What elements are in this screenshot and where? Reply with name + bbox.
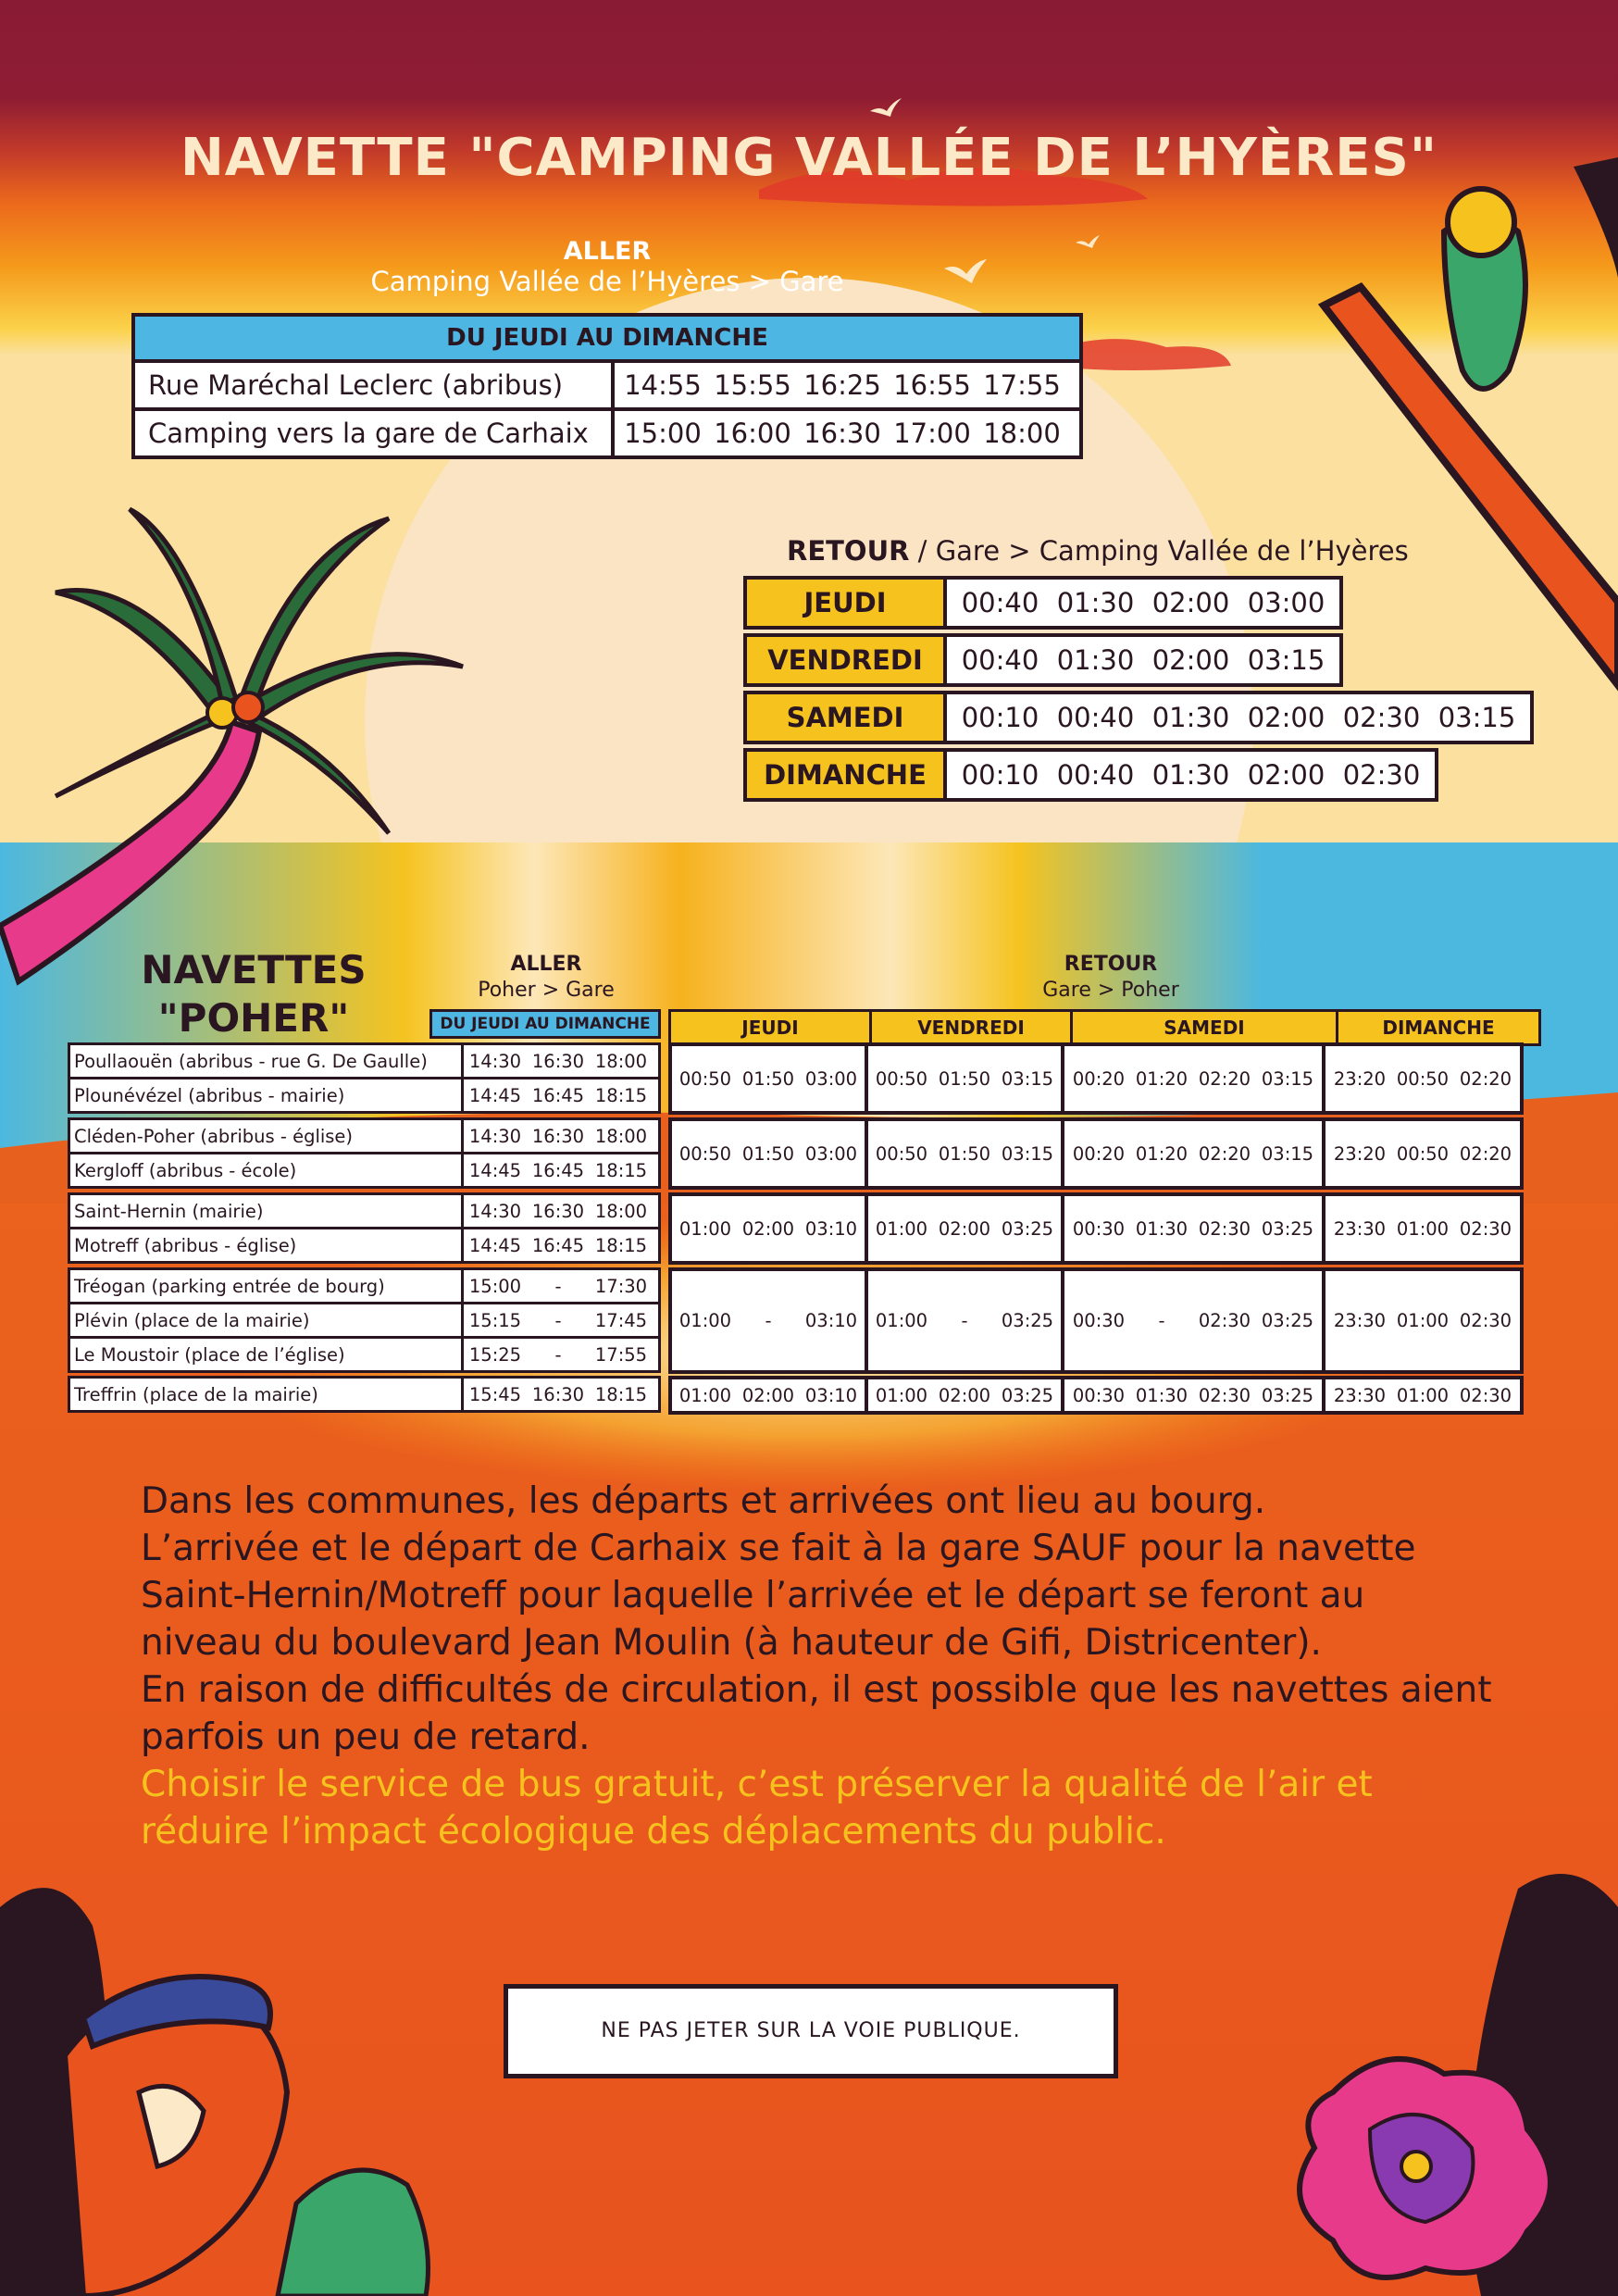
retour-cell: 00:20 01:20 02:20 03:15 [1063, 1044, 1324, 1113]
time-cell: 16:45 [531, 1159, 585, 1181]
time-cell: 16:30 [531, 1050, 585, 1072]
table-row [133, 361, 1081, 409]
time-cell: 14:30 [468, 1125, 522, 1147]
time-cell: 16:25 [803, 369, 881, 401]
table-row [69, 1304, 660, 1338]
table-row [670, 1044, 1522, 1113]
time-cell: 01:30 [1151, 759, 1230, 791]
time-cell: 16:30 [531, 1125, 585, 1147]
time-cell: 14:30 [468, 1050, 522, 1072]
table-row [69, 1119, 660, 1154]
table-row [670, 1194, 1522, 1263]
time-cell: 15:00 [624, 418, 702, 449]
time-cell: 16:30 [803, 418, 881, 449]
aller-times [613, 409, 1081, 457]
aller-route: Camping Vallée de l’Hyères > Gare [370, 266, 844, 297]
poher-retour-header [1000, 952, 1222, 1004]
time-cell: 16:55 [893, 369, 971, 401]
poher-aller-period: DU JEUDI AU DIMANCHE [429, 1009, 661, 1039]
table-row [69, 1229, 660, 1263]
table-row [670, 1119, 1522, 1188]
time-cell: 16:30 [531, 1200, 585, 1222]
stop-name: Poullaouën (abribus - rue G. De Gaulle) [69, 1044, 463, 1079]
time-cell: 17:55 [983, 369, 1061, 401]
time-cell: 01:30 [1151, 702, 1230, 733]
time-cell: 00:10 [961, 702, 1039, 733]
day-header: JEUDI [670, 1011, 871, 1045]
time-cell: - [554, 1309, 562, 1331]
stop-name: Motreff (abribus - église) [69, 1229, 463, 1263]
retour-cell: 00:50 01:50 03:15 [866, 1119, 1063, 1188]
poher-day-headers [668, 1009, 1541, 1046]
time-cell: - [554, 1275, 562, 1297]
retour-day: VENDREDI [745, 635, 945, 685]
time-cell: 14:55 [624, 369, 702, 401]
time-cell: 01:30 [1056, 587, 1135, 618]
poher-title-line1: NAVETTES [141, 947, 367, 992]
poher-retour-heading: RETOUR [1064, 953, 1158, 976]
aller-stop: Rue Maréchal Leclerc (abribus) [133, 361, 613, 409]
poher-aller-header [435, 952, 657, 1004]
retour-cell: 00:30 01:30 02:30 03:25 [1063, 1194, 1324, 1263]
time-cell: 00:40 [961, 644, 1039, 676]
table-row [69, 1079, 660, 1113]
retour-cell: 23:30 01:00 02:30 [1324, 1378, 1522, 1413]
poher-retour-group [668, 1042, 1524, 1115]
time-cell: 17:30 [594, 1275, 648, 1297]
time-cell: 15:25 [468, 1343, 522, 1366]
time-cell: 00:40 [1056, 759, 1135, 791]
retour-cell: 01:00 02:00 03:25 [866, 1194, 1063, 1263]
stop-name: Plévin (place de la mairie) [69, 1304, 463, 1338]
aller-stop: Camping vers la gare de Carhaix [133, 409, 613, 457]
poher-aller-heading: ALLER [510, 953, 582, 976]
time-cell: 18:00 [594, 1050, 648, 1072]
time-cell: 16:30 [531, 1383, 585, 1405]
time-cell: 15:15 [468, 1309, 522, 1331]
retour-times [945, 635, 1341, 685]
note-paragraph: Dans les communes, les départs et arrivées ont lieu au bourg. [141, 1480, 1266, 1522]
retour-day: JEUDI [745, 578, 945, 628]
poher-retour-group [668, 1267, 1524, 1374]
retour-route: Gare > Camping Vallée de l’Hyères [935, 535, 1409, 567]
aller-timetable [131, 313, 1083, 459]
table-row [69, 1154, 660, 1188]
stop-name: Tréogan (parking entrée de bourg) [69, 1269, 463, 1304]
poher-aller-group [68, 1376, 661, 1413]
time-cell: 14:45 [468, 1084, 522, 1106]
time-cell: 03:15 [1438, 702, 1516, 733]
time-cell: 02:00 [1151, 587, 1230, 618]
time-cell: 14:30 [468, 1200, 522, 1222]
retour-times [945, 693, 1532, 742]
eco-note: Choisir le service de bus gratuit, c’est préserver la qualité de l’air et réduire l’impact écologique des déplacements du public. [141, 1764, 1373, 1853]
time-cell: - [554, 1343, 562, 1366]
retour-separator: / [909, 535, 936, 567]
retour-cell: 00:50 01:50 03:00 [670, 1044, 866, 1113]
time-cell: 17:00 [893, 418, 971, 449]
poher-title-line2: "POHER" [157, 995, 350, 1041]
table-row [69, 1269, 660, 1304]
table-row [670, 1378, 1522, 1413]
retour-cell: 00:20 01:20 02:20 03:15 [1063, 1119, 1324, 1188]
stop-name: Le Moustoir (place de l’église) [69, 1338, 463, 1372]
table-row [69, 1338, 660, 1372]
retour-heading: RETOUR [787, 535, 910, 567]
time-cell: 15:00 [468, 1275, 522, 1297]
warning-box: NE PAS JETER SUR LA VOIE PUBLIQUE. [504, 1984, 1118, 2078]
time-cell: 00:40 [1056, 702, 1135, 733]
retour-cell: 01:00 02:00 03:10 [670, 1194, 866, 1263]
table-row [670, 1269, 1522, 1372]
time-cell: 16:45 [531, 1234, 585, 1256]
retour-cell: 23:30 01:00 02:30 [1324, 1194, 1522, 1263]
retour-times [945, 578, 1341, 628]
retour-header [787, 535, 1490, 567]
retour-times [945, 750, 1437, 800]
retour-day: DIMANCHE [745, 750, 945, 800]
retour-cell: 00:50 01:50 03:15 [866, 1044, 1063, 1113]
poher-title [115, 946, 392, 1042]
stop-name: Treffrin (place de la mairie) [69, 1378, 463, 1412]
poher-aller-group [68, 1267, 661, 1373]
table-row [745, 693, 1532, 742]
poher-retour-group [668, 1117, 1524, 1190]
poher-aller-group [68, 1192, 661, 1264]
day-header: VENDREDI [871, 1011, 1072, 1045]
poher-retour-group [668, 1192, 1524, 1265]
time-cell: 18:15 [594, 1383, 648, 1405]
time-cell: 16:45 [531, 1084, 585, 1106]
time-cell: 18:00 [983, 418, 1061, 449]
stop-name: Cléden-Poher (abribus - église) [69, 1119, 463, 1154]
retour-cell: 01:00 02:00 03:10 [670, 1378, 866, 1413]
retour-timetable [743, 576, 1534, 802]
time-cell: 02:00 [1151, 644, 1230, 676]
table-row [69, 1044, 660, 1079]
time-cell: 14:45 [468, 1159, 522, 1181]
time-cell: 18:15 [594, 1159, 648, 1181]
retour-cell: 01:00 - 03:25 [866, 1269, 1063, 1372]
note-paragraph: En raison de difficultés de circulation, il est possible que les navettes aient parfois un peu de retard. [141, 1669, 1492, 1758]
poher-retour-group [668, 1376, 1524, 1415]
note-paragraph: L’arrivée et le départ de Carhaix se fait à la gare SAUF pour la navette Saint-Hernin/Motreff pour laquelle l’arrivée et le départ se feront au niveau du boulevard Jean Moulin (à hauteur de Gifi, Districenter). [141, 1528, 1416, 1664]
stop-name: Saint-Hernin (mairie) [69, 1194, 463, 1229]
time-cell: 15:55 [714, 369, 791, 401]
time-cell: 17:45 [594, 1309, 648, 1331]
day-header: SAMEDI [1072, 1011, 1338, 1045]
retour-day: SAMEDI [745, 693, 945, 742]
time-cell: 15:45 [468, 1383, 522, 1405]
time-cell: 02:30 [1342, 759, 1421, 791]
time-cell: 03:15 [1247, 644, 1326, 676]
poher-aller-route: Poher > Gare [478, 979, 615, 1002]
retour-cell: 00:30 - 02:30 03:25 [1063, 1269, 1324, 1372]
retour-cell: 00:50 01:50 03:00 [670, 1119, 866, 1188]
stop-name: Kergloff (abribus - école) [69, 1154, 463, 1188]
stop-name: Plounévézel (abribus - mairie) [69, 1079, 463, 1113]
time-cell: 01:30 [1056, 644, 1135, 676]
time-cell: 17:55 [594, 1343, 648, 1366]
poher-aller-group [68, 1117, 661, 1189]
table-row [133, 409, 1081, 457]
time-cell: 00:40 [961, 587, 1039, 618]
aller-period: DU JEUDI AU DIMANCHE [133, 315, 1081, 361]
retour-cell: 23:20 00:50 02:20 [1324, 1044, 1522, 1113]
time-cell: 00:10 [961, 759, 1039, 791]
time-cell: 02:00 [1247, 759, 1326, 791]
time-cell: 03:00 [1247, 587, 1326, 618]
table-row [745, 635, 1341, 685]
time-cell: 02:30 [1342, 702, 1421, 733]
time-cell: 18:00 [594, 1125, 648, 1147]
table-row [745, 750, 1437, 800]
time-cell: 18:15 [594, 1234, 648, 1256]
table-row [69, 1378, 660, 1412]
aller-times [613, 361, 1081, 409]
poher-retour-route: Gare > Poher [1042, 979, 1179, 1002]
time-cell: 02:00 [1247, 702, 1326, 733]
retour-cell: 23:20 00:50 02:20 [1324, 1119, 1522, 1188]
day-header: DIMANCHE [1338, 1011, 1540, 1045]
aller-heading: ALLER [563, 237, 652, 266]
retour-cell: 01:00 - 03:10 [670, 1269, 866, 1372]
time-cell: 16:00 [714, 418, 791, 449]
aller-header [278, 237, 937, 297]
retour-cell: 01:00 02:00 03:25 [866, 1378, 1063, 1413]
table-row [69, 1194, 660, 1229]
time-cell: 18:15 [594, 1084, 648, 1106]
page-title: NAVETTE "CAMPING VALLÉE DE L’HYÈRES" [180, 128, 1438, 188]
table-row [745, 578, 1341, 628]
notes [141, 1478, 1492, 1855]
retour-cell: 00:30 01:30 02:30 03:25 [1063, 1378, 1324, 1413]
time-cell: 18:00 [594, 1200, 648, 1222]
poher-aller-group [68, 1042, 661, 1114]
time-cell: 14:45 [468, 1234, 522, 1256]
retour-cell: 23:30 01:00 02:30 [1324, 1269, 1522, 1372]
